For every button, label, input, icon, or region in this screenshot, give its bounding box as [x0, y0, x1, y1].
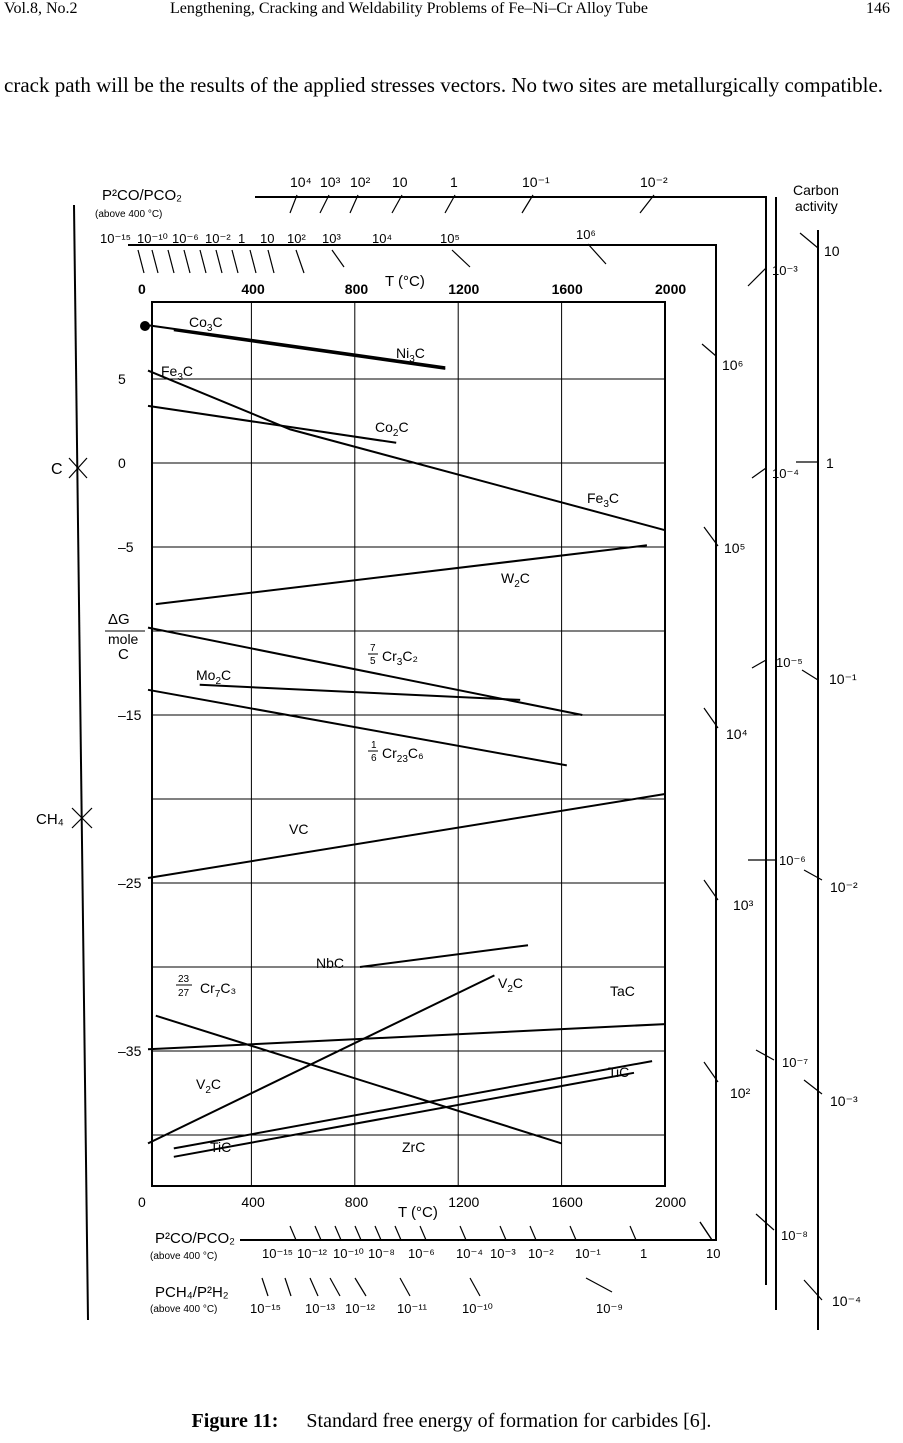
bottom-pch4-ticks: [262, 1278, 612, 1296]
scale-label: 10⁶: [722, 357, 744, 373]
scale-label: 10⁻²: [830, 879, 858, 895]
svg-text:mole: mole: [108, 631, 139, 647]
scale-label: 10⁵: [440, 231, 460, 246]
bottom-pch4-scale: [250, 1301, 623, 1316]
scale-label: 10⁻⁹: [596, 1301, 623, 1316]
scale-label: 10⁻⁶: [172, 231, 199, 246]
pco-top-condition: (above 400 °C): [95, 209, 163, 220]
x-tick-label-top: 0: [138, 281, 146, 297]
label-ni3c: $Ni_3C$: [396, 345, 425, 365]
svg-text:27: 27: [178, 988, 190, 999]
scale-label: 10⁴: [290, 174, 312, 190]
scale-label: 10: [706, 1246, 721, 1261]
figure-caption: [0, 1410, 903, 1433]
svg-text:7: 7: [370, 643, 376, 654]
scale-label: 10²: [350, 174, 371, 190]
label-co2c: $Co_2C$: [375, 419, 409, 439]
scale-label: 1: [826, 455, 834, 471]
x-tick-label-bottom: 800: [344, 1194, 369, 1210]
y-axis-title: [105, 611, 145, 663]
label-tic-bottom: TiC: [210, 1139, 232, 1155]
scale-label: 10⁻⁸: [368, 1246, 395, 1261]
scale-label: 1: [450, 174, 458, 190]
scale-label: 10⁶: [576, 227, 596, 242]
left-reference-axis: [74, 205, 88, 1320]
label-zrc: ZrC: [402, 1139, 426, 1155]
scale-label: 10⁴: [372, 231, 393, 246]
x-tick-label-top: 2000: [655, 281, 687, 297]
right-inner-scale: [722, 357, 754, 1101]
scale-label: 10⁻¹²: [345, 1301, 375, 1316]
label-cr23c6: [368, 740, 424, 765]
x-tick-label-top: 1600: [551, 281, 583, 297]
series-line-1-6-cr23c6: [148, 690, 567, 766]
scale-label: 10⁴: [726, 726, 748, 742]
pch4-label: PCH₄/P²H₂: [155, 1284, 229, 1301]
x-tick-label-top: 1200: [448, 281, 480, 297]
scale-label: 10⁻⁵: [776, 655, 803, 670]
x-axis-title-bottom: T (°C): [398, 1204, 438, 1221]
label-tac: TaC: [610, 983, 635, 999]
scale-label: 10⁻⁷: [782, 1055, 809, 1070]
scale-label: 10⁻¹⁰: [137, 231, 168, 246]
series-line-vc: [148, 794, 665, 878]
scale-label: 10³: [733, 897, 754, 913]
svg-text:23: 23: [178, 974, 190, 985]
scale-label: 10⁻⁴: [772, 466, 799, 481]
pco-bottom-condition: (above 400 °C): [150, 1251, 218, 1262]
carbon-activity-label-1: Carbon: [793, 182, 839, 198]
scale-label: 10⁻⁸: [781, 1228, 808, 1243]
caption-label: Figure 11:: [191, 1410, 279, 1432]
scale-label: 10⁻²: [640, 174, 668, 190]
bottom-pco-ticks: [290, 1222, 712, 1240]
y-tick-label: 5: [118, 371, 126, 387]
scale-label: 10⁻⁶: [408, 1246, 435, 1261]
series-line-fe3c: [148, 371, 665, 531]
x-tick-label-top: 800: [344, 281, 369, 297]
scale-label: 10⁻³: [772, 263, 798, 278]
label-nbc: NbC: [316, 955, 345, 971]
y-tick-label: –15: [118, 707, 142, 723]
scale-label: 10³: [322, 231, 341, 246]
scale-label: 10⁻⁶: [779, 853, 806, 868]
scale-label: 10⁵: [724, 540, 746, 556]
ch4-point-label: CH₄: [36, 811, 64, 828]
label-cr7c3: [176, 974, 236, 1000]
right-middle-scale: [772, 263, 808, 1243]
label-w2c: $W_2C$: [501, 570, 530, 590]
x-tick-label-bottom: 0: [138, 1194, 146, 1210]
pco-bottom-label: P²CO/PCO₂: [155, 1230, 235, 1247]
scale-label: 10⁻²: [205, 231, 231, 246]
scale-label: 10⁻⁴: [832, 1293, 861, 1309]
scale-label: 10: [392, 174, 408, 190]
scale-label: 10⁻³: [490, 1246, 516, 1261]
svg-text:ΔG: ΔG: [108, 611, 130, 628]
c-point-label: C: [51, 461, 63, 478]
scale-label: 10²: [287, 231, 306, 246]
label-cr3c2: [368, 643, 418, 668]
x-tick-label-bottom: 400: [241, 1194, 265, 1210]
y-tick-label: –5: [118, 539, 134, 555]
svg-text:Cr3C₂: $Cr_3C_2$: [382, 648, 418, 668]
header-volume: Vol.8, No.2: [4, 0, 78, 17]
carbide-lines: [148, 325, 665, 1157]
scale-label: 10⁻¹: [829, 671, 857, 687]
top-low-ticks: [138, 244, 606, 273]
label-fe3c-left: $Fe_3C$: [161, 363, 194, 383]
scale-label: 10⁻¹: [522, 174, 550, 190]
scale-label: 1: [238, 231, 246, 246]
right-middle-ticks: [748, 268, 776, 1230]
scale-label: 10⁻¹¹: [397, 1301, 427, 1316]
scale-label: 10: [824, 243, 840, 259]
top-pco-high-scale: [290, 174, 668, 190]
svg-text:1: 1: [371, 740, 377, 751]
x-tick-label-top: 400: [241, 281, 265, 297]
scale-label: 10²: [730, 1085, 751, 1101]
series-line-co2c: [148, 406, 396, 443]
svg-text:5: 5: [370, 656, 376, 667]
scale-label: 10⁻⁴: [456, 1246, 483, 1261]
scale-label: 10⁻¹⁵: [100, 231, 132, 246]
label-fe3c-right: $Fe_3C$: [587, 490, 620, 510]
svg-text:Cr23C₆: $Cr_{23}C_6$: [382, 745, 424, 765]
x-tick-label-bottom: 2000: [655, 1194, 687, 1210]
series-line-v2c: [148, 975, 494, 1143]
scale-label: 10³: [320, 174, 341, 190]
scale-label: 1: [640, 1246, 648, 1261]
scale-label: 10⁻¹: [575, 1246, 601, 1261]
carbon-activity-label-2: activity: [795, 198, 838, 214]
header-title: Lengthening, Cracking and Weldability Problems of Fe–Ni–Cr Alloy Tube: [170, 0, 648, 17]
svg-text:Cr7C₃: $Cr_7C_3$: [200, 980, 237, 1000]
series-line-nbc: [360, 945, 528, 967]
x-tick-label-bottom: 1600: [551, 1194, 583, 1210]
y-tick-label: –25: [118, 875, 142, 891]
pch4-condition: (above 400 °C): [150, 1304, 218, 1315]
scale-label: 10: [260, 231, 275, 246]
right-outer-scale: [824, 243, 861, 1309]
x-tick-label-bottom: 1200: [448, 1194, 480, 1210]
bottom-pco-scale: [262, 1246, 720, 1261]
scale-label: 10⁻¹²: [297, 1246, 327, 1261]
scale-label: 10⁻¹⁰: [462, 1301, 493, 1316]
svg-text:C: C: [118, 646, 129, 663]
scale-label: 10⁻³: [830, 1093, 858, 1109]
scale-label: 10⁻¹⁰: [333, 1246, 364, 1261]
scale-label: 10⁻²: [528, 1246, 554, 1261]
scale-label: 10⁻¹⁵: [250, 1301, 282, 1316]
caption-text: Standard free energy of formation for carbides [6].: [306, 1410, 712, 1432]
pco-top-label: P²CO/PCO₂: [102, 187, 182, 204]
label-tic-top: TiC: [608, 1064, 630, 1080]
label-v2c-top: $V_2C$: [498, 975, 524, 995]
y-tick-label: 0: [118, 455, 126, 471]
label-mo2c: $Mo_2C$: [196, 667, 232, 687]
header-page-number: 146: [866, 0, 890, 17]
body-paragraph: crack path will be the results of the applied stresses vectors. No two sites are metallurgically compatible.: [4, 73, 884, 97]
y-tick-label: –35: [118, 1043, 142, 1059]
scale-label: 10⁻¹³: [305, 1301, 335, 1316]
label-co3c: $Co_3C$: [189, 314, 223, 334]
middle-nomograph-frame: [255, 197, 766, 1285]
scale-label: 10⁻¹⁵: [262, 1246, 294, 1261]
x-axis-title-top: T (°C): [385, 273, 425, 290]
series-line-w2c: [156, 545, 647, 604]
svg-text:6: 6: [371, 753, 377, 764]
top-pco-low-scale: [100, 227, 596, 246]
label-v2c-bottom: $V_2C$: [196, 1076, 222, 1096]
label-vc: VC: [289, 821, 309, 837]
